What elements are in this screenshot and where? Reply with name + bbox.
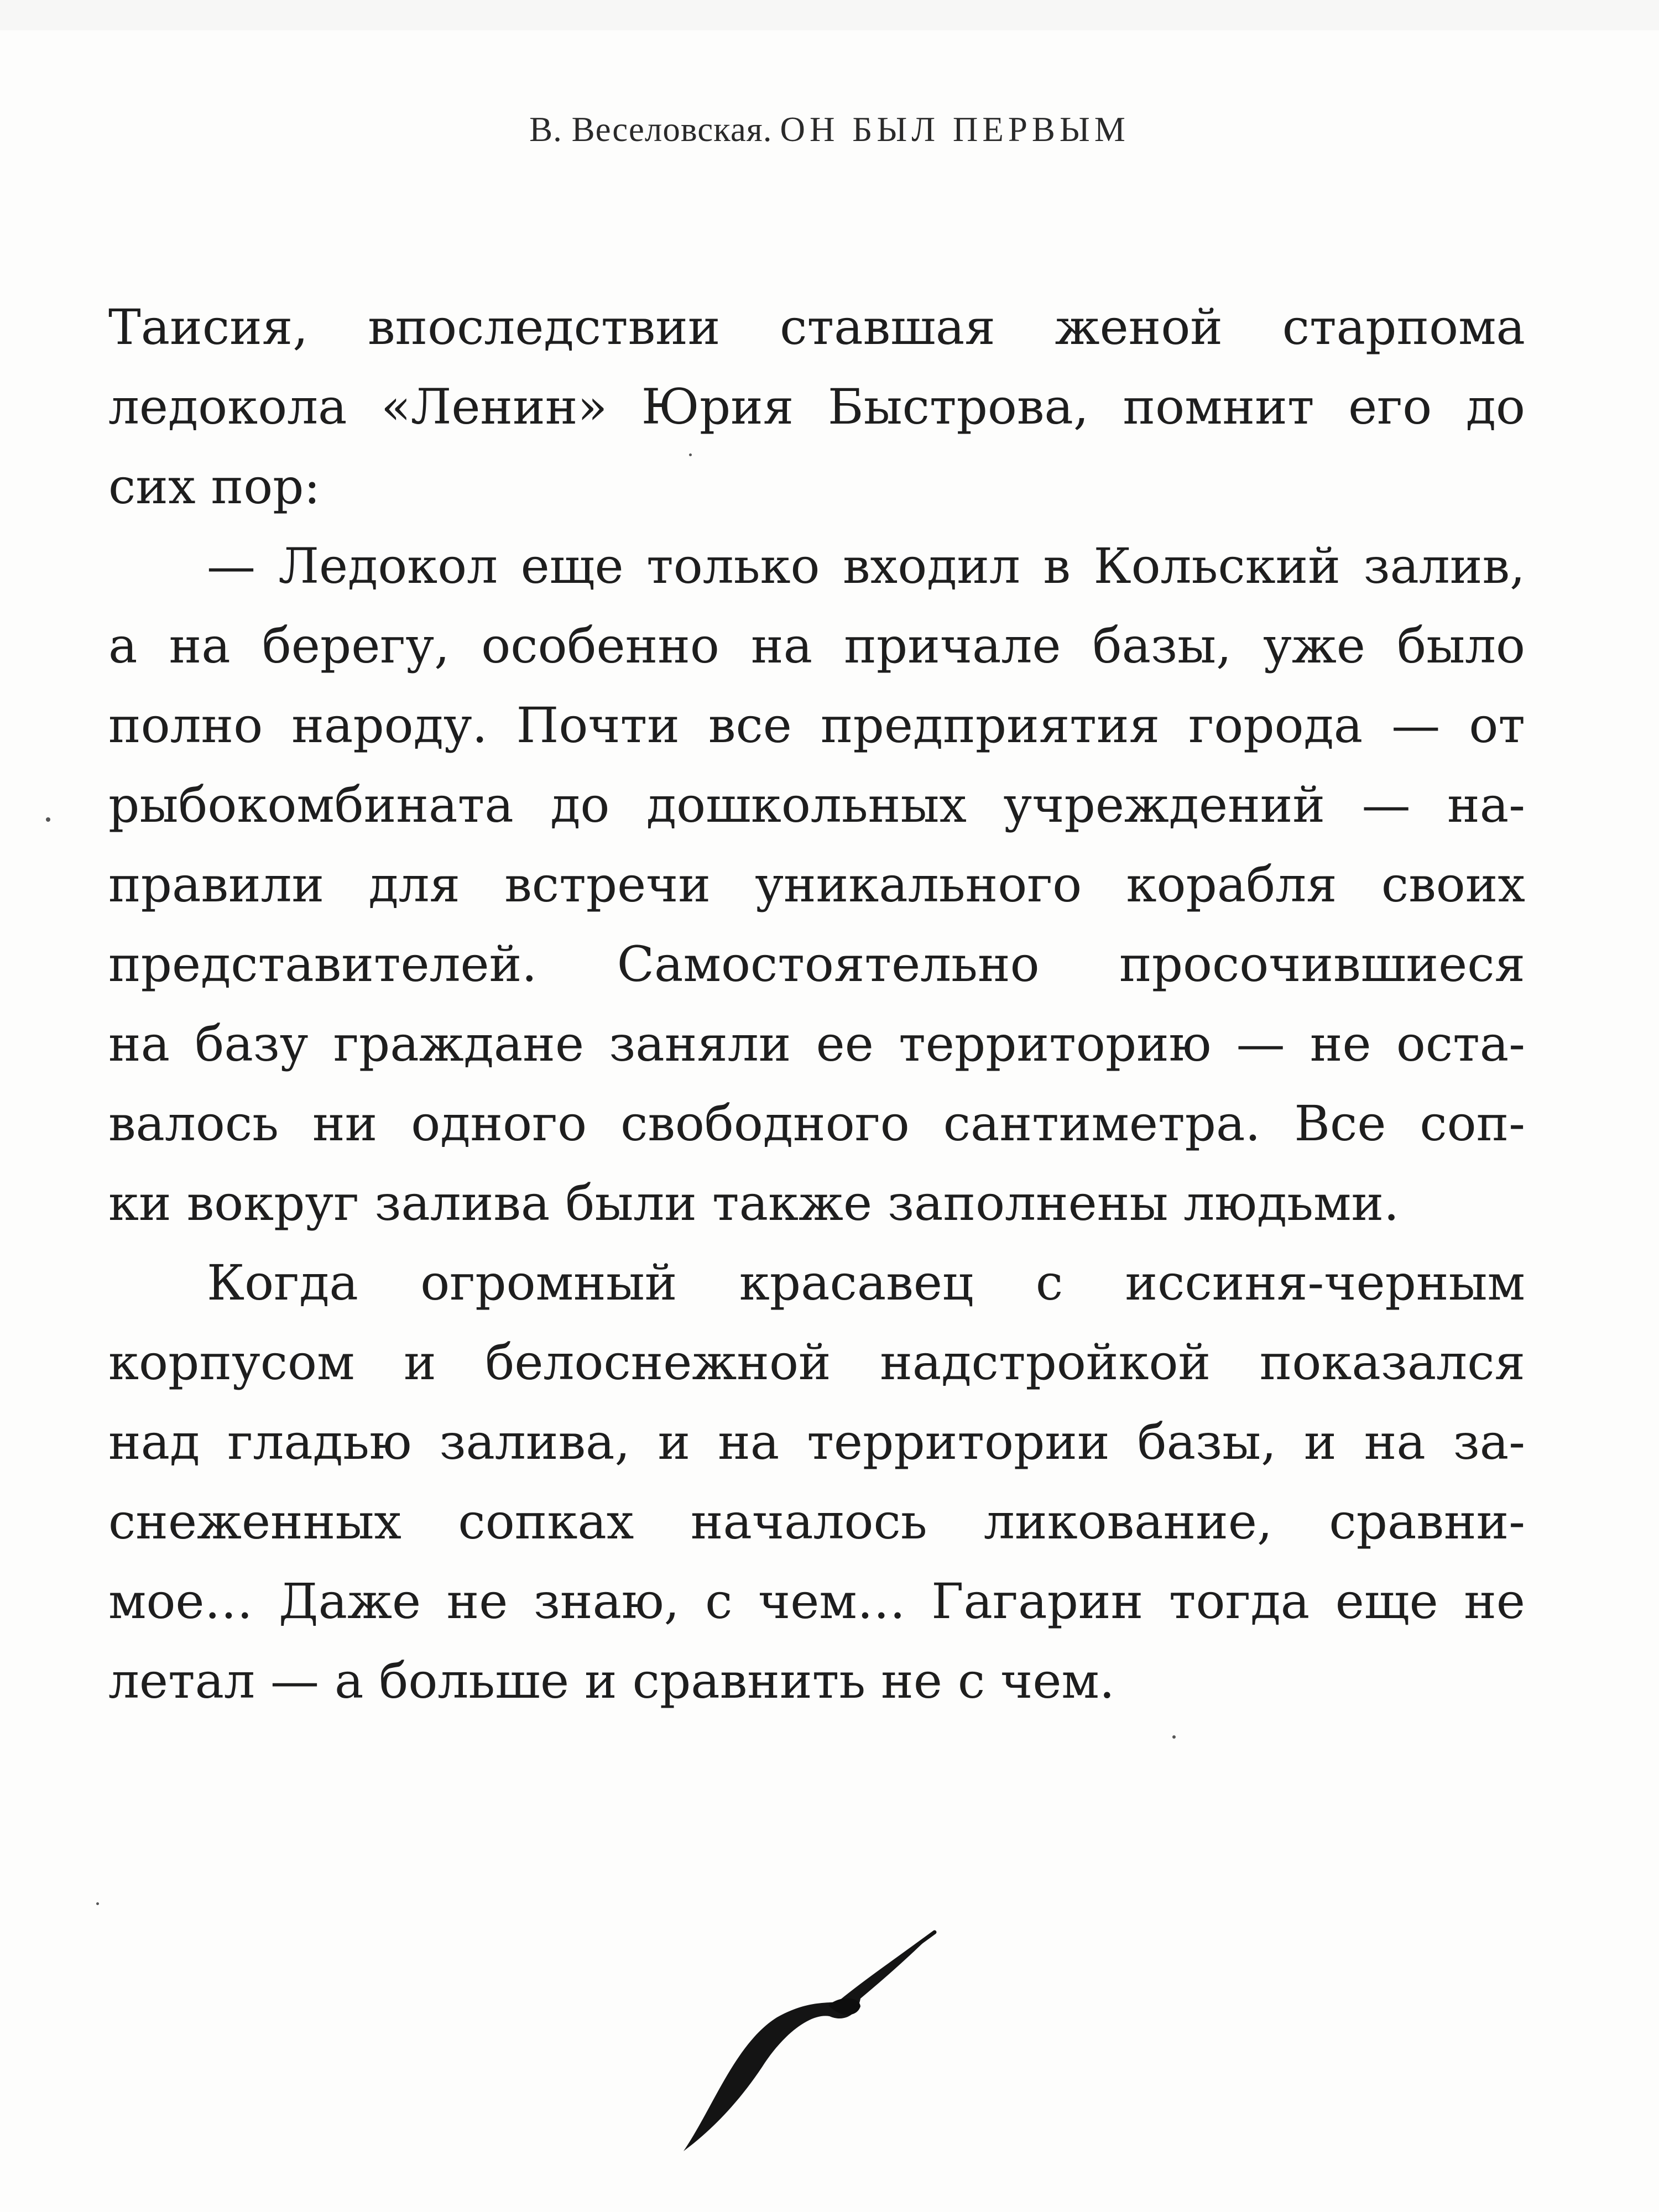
text-line: а на берегу, особенно на причале базы, уже было — [108, 617, 1525, 674]
page-top-edge — [0, 0, 1659, 30]
text-line: ледокола «Ленин» Юрия Быстрова, помнит его до — [108, 378, 1525, 435]
paper-speck — [96, 1902, 99, 1905]
text-line: снеженных сопках началось ликование, сравни- — [108, 1493, 1525, 1550]
text-line: полно народу. Почти все предприятия города — от — [108, 697, 1525, 754]
paper-speck — [1172, 1735, 1176, 1739]
text-line: сих пор: — [108, 458, 321, 515]
text-line: Таисия, впоследствии ставшая женой старпома — [108, 299, 1525, 356]
text-line: корпусом и белоснежной надстройкой показался — [108, 1334, 1525, 1391]
running-header — [0, 109, 1659, 149]
text-line: мое… Даже не знаю, с чем… Гагарин тогда еще не — [108, 1573, 1525, 1630]
body-text — [108, 288, 1525, 1721]
paper-speck — [689, 453, 692, 456]
text-line: представителей. Самостоятельно просочившиеся — [108, 936, 1525, 993]
text-line: рыбокомбината до дошкольных учреждений — на- — [108, 776, 1525, 833]
text-line: — Ледокол еще только входил в Кольский залив, — [207, 538, 1525, 594]
text-line: на базу граждане заняли ее территорию — не оста- — [108, 1015, 1525, 1072]
text-line: ки вокруг залива были также заполнены людьми. — [108, 1175, 1400, 1232]
seagull-icon — [675, 1924, 962, 2157]
header-author: В. Веселовская. — [529, 110, 773, 149]
text-line: правили для встречи уникального корабля своих — [108, 856, 1525, 913]
text-line: летал — а больше и сравнить не с чем. — [108, 1652, 1115, 1709]
text-line: Когда огромный красавец с иссиня-черным — [207, 1254, 1525, 1311]
text-line: валось ни одного свободного сантиметра. Все соп- — [108, 1095, 1525, 1152]
header-title: ОН БЫЛ ПЕРВЫМ — [780, 110, 1130, 149]
text-line: над гладью залива, и на территории базы, и на за- — [108, 1413, 1525, 1470]
paper-speck — [46, 817, 50, 822]
